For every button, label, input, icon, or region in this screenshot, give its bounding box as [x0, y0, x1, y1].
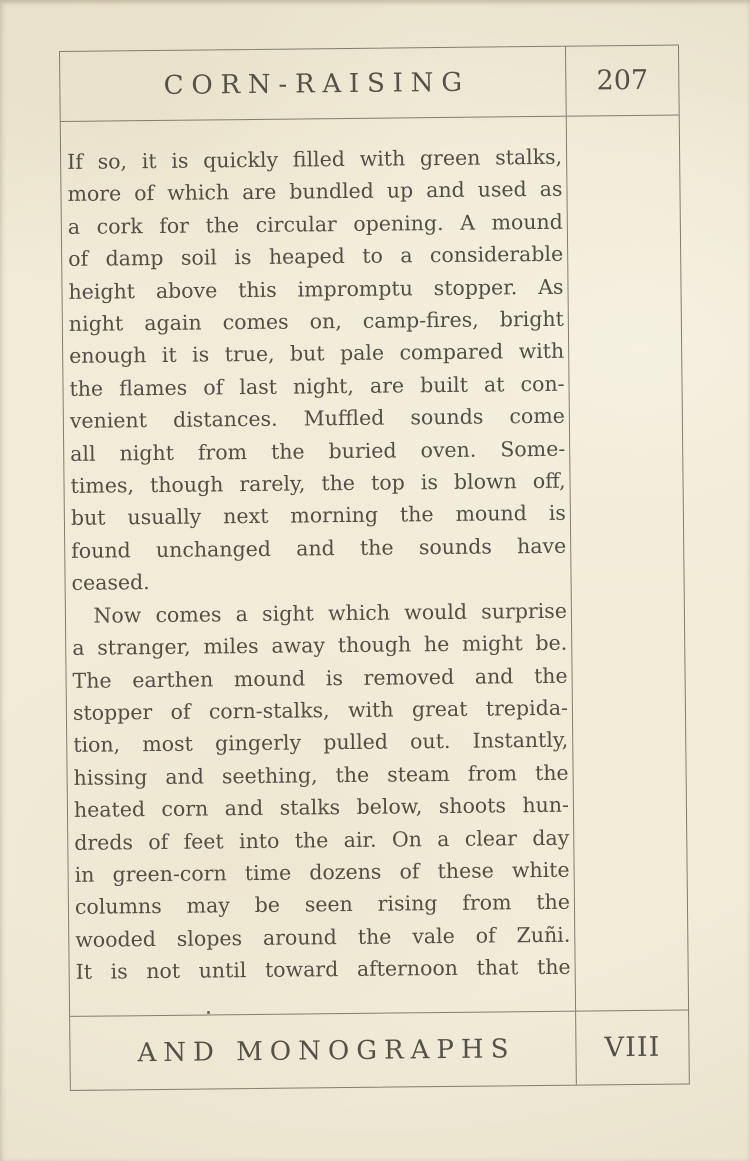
text-line: times, though rarely, the top is blown off,	[70, 468, 566, 498]
body-row	[61, 116, 688, 1016]
text-line: The earthen mound is removed and the	[72, 663, 568, 693]
volume-number: VIII	[604, 1031, 661, 1064]
text-line: hissing and seething, the steam from the	[73, 760, 569, 790]
footer-volume-cell	[576, 1010, 689, 1084]
text-line: venient distances. Muffled sounds come	[69, 403, 565, 434]
text-line: a stranger, miles away though he might be.	[72, 630, 568, 660]
body-margin-column	[567, 116, 688, 1011]
text-line: height above this impromptu stopper. As	[68, 274, 564, 304]
body-text	[61, 117, 576, 1016]
text-line: wooded slopes around the vale of Zuñi.	[75, 922, 571, 952]
text-line: all night from the buried oven. Some-	[70, 436, 566, 466]
header-row	[60, 46, 679, 122]
text-line: a cork for the circular opening. A mound	[67, 209, 563, 239]
text-line: ceased.	[71, 570, 150, 596]
text-line: tion, most gingerly pulled out. Instantly,	[73, 728, 569, 758]
page-number: 207	[596, 64, 649, 97]
text-line: more of which are bundled up and used as	[67, 177, 563, 207]
series-title: AND MONOGRAPHS	[137, 1033, 516, 1068]
text-line: found unchanged and the sounds have	[71, 533, 567, 563]
text-line: If so, it is quickly filled with green stalks,	[67, 144, 563, 174]
ink-speck	[207, 1011, 210, 1014]
text-line: in green-corn time dozens of these white	[74, 857, 570, 887]
text-line: enough it is true, but pale compared with	[69, 339, 565, 369]
text-line: It is not until toward afternoon that the	[75, 954, 571, 985]
text-line: but usually next morning the mound is	[70, 501, 566, 531]
text-line: stopper of corn-stalks, with great trepida-	[72, 695, 569, 725]
footer-row	[70, 1009, 689, 1089]
page-frame	[59, 45, 690, 1091]
header-title-cell	[60, 47, 567, 121]
text-line: Now comes a sight which would surprise	[93, 598, 568, 628]
header-pagenumber-cell	[566, 46, 679, 116]
footer-title-cell	[70, 1012, 577, 1090]
text-line: dreds of feet into the air. On a clear day	[74, 825, 570, 855]
text-line: night again comes on, camp-fires, bright	[68, 306, 564, 336]
text-line: the flames of last night, are built at con-	[69, 371, 565, 401]
text-line: columns may be seen rising from the	[74, 890, 571, 920]
text-line: of damp soil is heaped to a considerable	[68, 241, 564, 272]
running-title: CORN-RAISING	[163, 67, 470, 101]
text-line: heated corn and stalks below, shoots hun-	[73, 792, 570, 823]
